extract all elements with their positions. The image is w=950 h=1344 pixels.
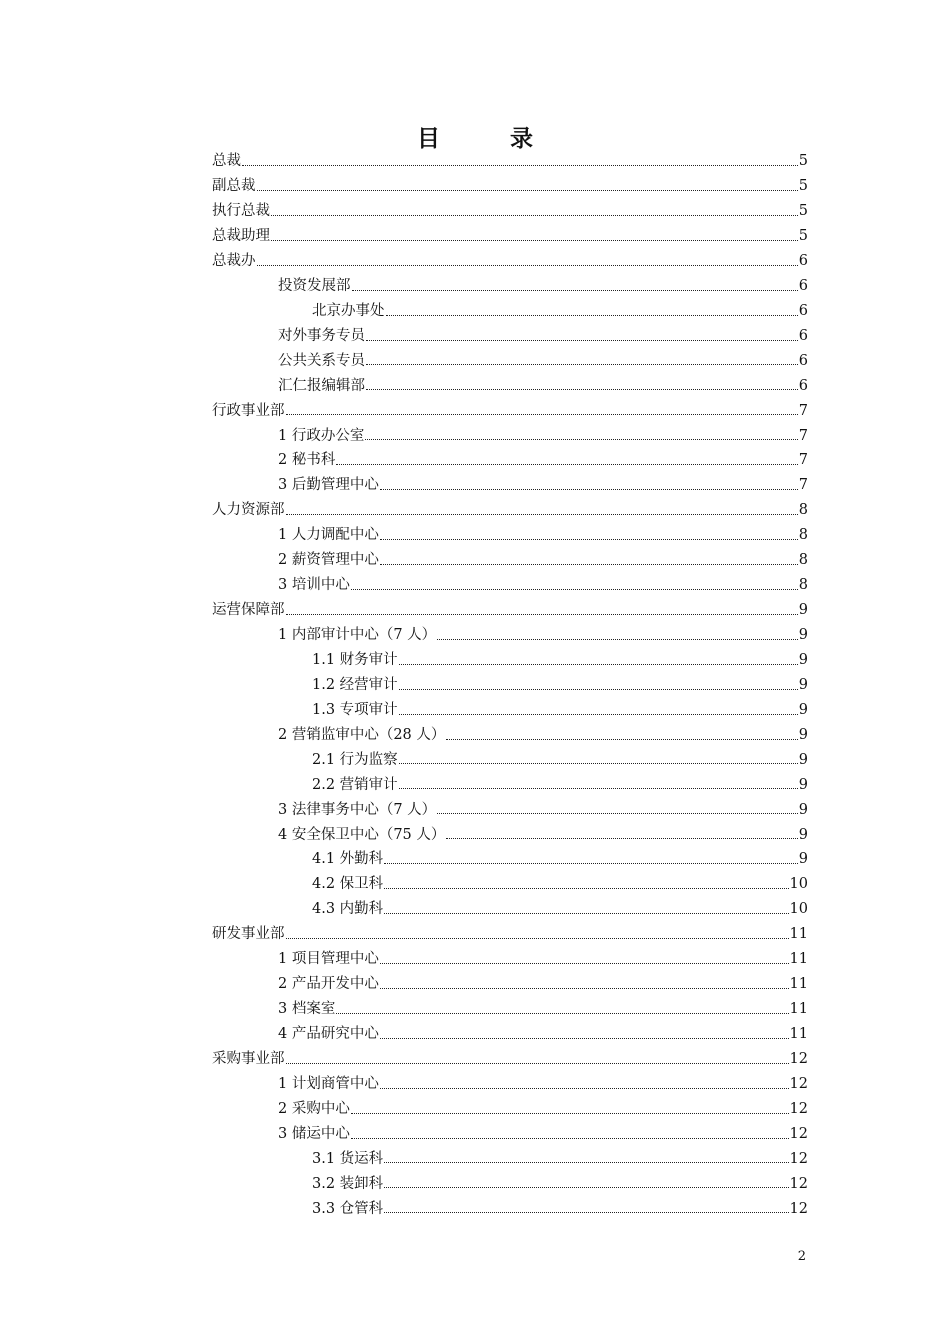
toc-entry-label: 2 薪资管理中心 — [278, 552, 379, 569]
dot-leader — [286, 513, 798, 515]
dot-leader — [386, 314, 798, 316]
dot-leader — [366, 388, 798, 390]
dot-leader — [384, 1211, 788, 1213]
toc-entry-label: 1 计划商管中心 — [278, 1075, 379, 1092]
dot-leader — [351, 1112, 789, 1114]
toc-entry-page: 9 — [798, 826, 808, 843]
dot-leader — [399, 713, 798, 715]
toc-entry-label: 总裁助理 — [212, 228, 270, 245]
toc-entry-label: 3 后勤管理中心 — [278, 477, 379, 494]
toc-entry-label: 3.2 装卸科 — [312, 1175, 384, 1192]
toc-entry[interactable] — [212, 623, 808, 648]
toc-entry[interactable] — [212, 1171, 808, 1196]
toc-entry-page: 6 — [798, 252, 808, 269]
toc-entry-label: 2 营销监审中心（28 人） — [278, 726, 446, 743]
toc-entry[interactable] — [212, 1097, 808, 1122]
toc-entry[interactable] — [212, 822, 808, 847]
dot-leader — [384, 1186, 788, 1188]
dot-leader — [399, 663, 798, 665]
toc-entry-page: 9 — [798, 676, 808, 693]
toc-entry[interactable] — [212, 1196, 808, 1221]
dot-leader — [257, 264, 798, 266]
toc-entry-page: 9 — [798, 726, 808, 743]
toc-entry[interactable] — [212, 723, 808, 748]
dot-leader — [380, 962, 789, 964]
dot-leader — [446, 738, 797, 740]
toc-entry-page: 11 — [789, 1001, 808, 1018]
toc-entry-page: 9 — [798, 602, 808, 619]
toc-entry[interactable] — [212, 922, 808, 947]
toc-entry-page: 7 — [798, 477, 808, 494]
toc-entry[interactable] — [212, 149, 808, 174]
dot-leader — [399, 787, 798, 789]
toc-entry-label: 对外事务专员 — [278, 327, 365, 344]
table-of-contents — [212, 149, 808, 1221]
dot-leader — [366, 339, 798, 341]
dot-leader — [286, 937, 789, 939]
toc-entry-page: 7 — [798, 452, 808, 469]
toc-entry[interactable] — [212, 523, 808, 548]
toc-entry-label: 4 产品研究中心 — [278, 1026, 379, 1043]
toc-entry-page: 9 — [798, 751, 808, 768]
toc-entry-label: 2 秘书科 — [278, 452, 336, 469]
dot-leader — [380, 1037, 789, 1039]
toc-entry-label: 执行总裁 — [212, 203, 270, 220]
dot-leader — [286, 413, 798, 415]
toc-entry-label: 4 安全保卫中心（75 人） — [278, 826, 446, 843]
toc-entry-label: 2.1 行为监察 — [312, 751, 398, 768]
toc-entry-label: 4.1 外勤科 — [312, 851, 384, 868]
toc-entry[interactable] — [212, 324, 808, 349]
toc-entry-label: 1.1 财务审计 — [312, 651, 398, 668]
toc-entry-label: 3 法律事务中心（7 人） — [278, 801, 437, 818]
dot-leader — [257, 189, 798, 191]
toc-entry[interactable] — [212, 897, 808, 922]
toc-entry-label: 行政事业部 — [212, 402, 285, 419]
dot-leader — [336, 1012, 788, 1014]
toc-entry-page: 5 — [798, 203, 808, 220]
toc-entry-label: 1 人力调配中心 — [278, 527, 379, 544]
toc-entry-page: 9 — [798, 701, 808, 718]
toc-entry-label: 副总裁 — [212, 178, 256, 195]
toc-entry[interactable] — [212, 797, 808, 822]
toc-entry-page: 12 — [789, 1100, 808, 1117]
toc-entry-page: 11 — [789, 951, 808, 968]
toc-entry[interactable] — [212, 349, 808, 374]
dot-leader — [380, 488, 798, 490]
dot-leader — [384, 862, 798, 864]
toc-entry[interactable] — [212, 1022, 808, 1047]
toc-entry-page: 6 — [798, 302, 808, 319]
toc-entry-page: 10 — [789, 876, 808, 893]
page-number: 2 — [797, 1249, 806, 1264]
toc-entry[interactable] — [212, 972, 808, 997]
toc-entry-page: 11 — [789, 926, 808, 943]
toc-entry-label: 1 项目管理中心 — [278, 951, 379, 968]
toc-entry-page: 11 — [789, 1026, 808, 1043]
toc-entry-page: 6 — [798, 277, 808, 294]
dot-leader — [380, 563, 798, 565]
toc-entry[interactable] — [212, 274, 808, 299]
toc-entry-page: 6 — [798, 327, 808, 344]
toc-entry-page: 12 — [789, 1125, 808, 1142]
toc-entry-page: 5 — [798, 153, 808, 170]
toc-entry-page: 6 — [798, 352, 808, 369]
dot-leader — [271, 214, 798, 216]
toc-entry[interactable] — [212, 423, 808, 448]
toc-entry[interactable] — [212, 174, 808, 199]
toc-entry-label: 人力资源部 — [212, 502, 285, 519]
toc-entry-label: 3 培训中心 — [278, 577, 350, 594]
toc-entry-page: 12 — [789, 1050, 808, 1067]
toc-entry[interactable] — [212, 673, 808, 698]
toc-entry-label: 公共关系专员 — [278, 352, 365, 369]
toc-entry[interactable] — [212, 573, 808, 598]
toc-entry[interactable] — [212, 224, 808, 249]
toc-entry-page: 8 — [798, 552, 808, 569]
toc-title: 目录 — [417, 126, 603, 152]
toc-entry[interactable] — [212, 748, 808, 773]
toc-entry[interactable] — [212, 373, 808, 398]
toc-entry-label: 总裁办 — [212, 252, 256, 269]
toc-entry[interactable] — [212, 997, 808, 1022]
toc-entry[interactable] — [212, 448, 808, 473]
toc-entry[interactable] — [212, 548, 808, 573]
toc-entry-label: 1 内部审计中心（7 人） — [278, 627, 437, 644]
toc-entry-label: 1.3 专项审计 — [312, 701, 398, 718]
toc-entry-label: 汇仁报编辑部 — [278, 377, 365, 394]
toc-entry[interactable] — [212, 772, 808, 797]
dot-leader — [437, 638, 798, 640]
toc-entry-page: 9 — [798, 776, 808, 793]
dot-leader — [336, 463, 797, 465]
dot-leader — [399, 762, 798, 764]
toc-entry-label: 北京办事处 — [312, 302, 385, 319]
toc-entry[interactable] — [212, 1147, 808, 1172]
toc-entry[interactable] — [212, 598, 808, 623]
toc-entry-page: 5 — [798, 228, 808, 245]
toc-entry-label: 4.2 保卫科 — [312, 876, 384, 893]
toc-entry-page: 11 — [789, 976, 808, 993]
dot-leader — [271, 239, 798, 241]
toc-entry-label: 2 采购中心 — [278, 1100, 350, 1117]
dot-leader — [365, 438, 797, 440]
dot-leader — [384, 1161, 788, 1163]
toc-entry-page: 5 — [798, 178, 808, 195]
toc-entry-page: 7 — [798, 402, 808, 419]
toc-entry[interactable] — [212, 498, 808, 523]
toc-entry-label: 3 档案室 — [278, 1001, 336, 1018]
toc-entry-label: 运营保障部 — [212, 602, 285, 619]
toc-entry[interactable] — [212, 398, 808, 423]
dot-leader — [380, 987, 789, 989]
toc-entry[interactable] — [212, 1122, 808, 1147]
dot-leader — [351, 1137, 789, 1139]
toc-entry-page: 12 — [789, 1075, 808, 1092]
toc-entry-page: 8 — [798, 527, 808, 544]
toc-entry[interactable] — [212, 299, 808, 324]
toc-entry-label: 采购事业部 — [212, 1050, 285, 1067]
toc-entry-page: 7 — [798, 427, 808, 444]
toc-entry-label: 2 产品开发中心 — [278, 976, 379, 993]
toc-entry-page: 8 — [798, 577, 808, 594]
toc-entry-page: 6 — [798, 377, 808, 394]
dot-leader — [366, 363, 798, 365]
toc-entry-label: 3 储运中心 — [278, 1125, 350, 1142]
dot-leader — [384, 887, 788, 889]
dot-leader — [399, 688, 798, 690]
toc-entry-label: 1 行政办公室 — [278, 427, 365, 444]
toc-entry[interactable] — [212, 199, 808, 224]
toc-entry-label: 2.2 营销审计 — [312, 776, 398, 793]
toc-entry-page: 12 — [789, 1175, 808, 1192]
toc-entry[interactable] — [212, 648, 808, 673]
toc-entry-page: 9 — [798, 627, 808, 644]
toc-entry-page: 9 — [798, 651, 808, 668]
dot-leader — [286, 613, 798, 615]
toc-entry[interactable] — [212, 1072, 808, 1097]
dot-leader — [351, 588, 798, 590]
toc-entry-page: 10 — [789, 901, 808, 918]
dot-leader — [446, 837, 797, 839]
toc-entry-label: 投资发展部 — [278, 277, 351, 294]
toc-entry-label: 1.2 经营审计 — [312, 676, 398, 693]
toc-entry-page: 12 — [789, 1150, 808, 1167]
toc-entry[interactable] — [212, 249, 808, 274]
toc-entry[interactable] — [212, 1047, 808, 1072]
toc-entry-label: 总裁 — [212, 153, 241, 170]
toc-entry[interactable] — [212, 847, 808, 872]
dot-leader — [437, 812, 798, 814]
toc-entry-page: 9 — [798, 801, 808, 818]
dot-leader — [380, 1087, 789, 1089]
dot-leader — [352, 289, 798, 291]
toc-entry-label: 3.1 货运科 — [312, 1150, 384, 1167]
dot-leader — [380, 538, 798, 540]
dot-leader — [286, 1062, 789, 1064]
toc-entry-label: 研发事业部 — [212, 926, 285, 943]
dot-leader — [384, 912, 788, 914]
toc-entry[interactable] — [212, 473, 808, 498]
toc-entry-page: 9 — [798, 851, 808, 868]
toc-entry[interactable] — [212, 698, 808, 723]
toc-entry-page: 8 — [798, 502, 808, 519]
toc-entry-label: 3.3 仓管科 — [312, 1200, 384, 1217]
toc-entry[interactable] — [212, 947, 808, 972]
dot-leader — [242, 164, 798, 166]
toc-entry-label: 4.3 内勤科 — [312, 901, 384, 918]
toc-entry[interactable] — [212, 872, 808, 897]
toc-entry-page: 12 — [789, 1200, 808, 1217]
